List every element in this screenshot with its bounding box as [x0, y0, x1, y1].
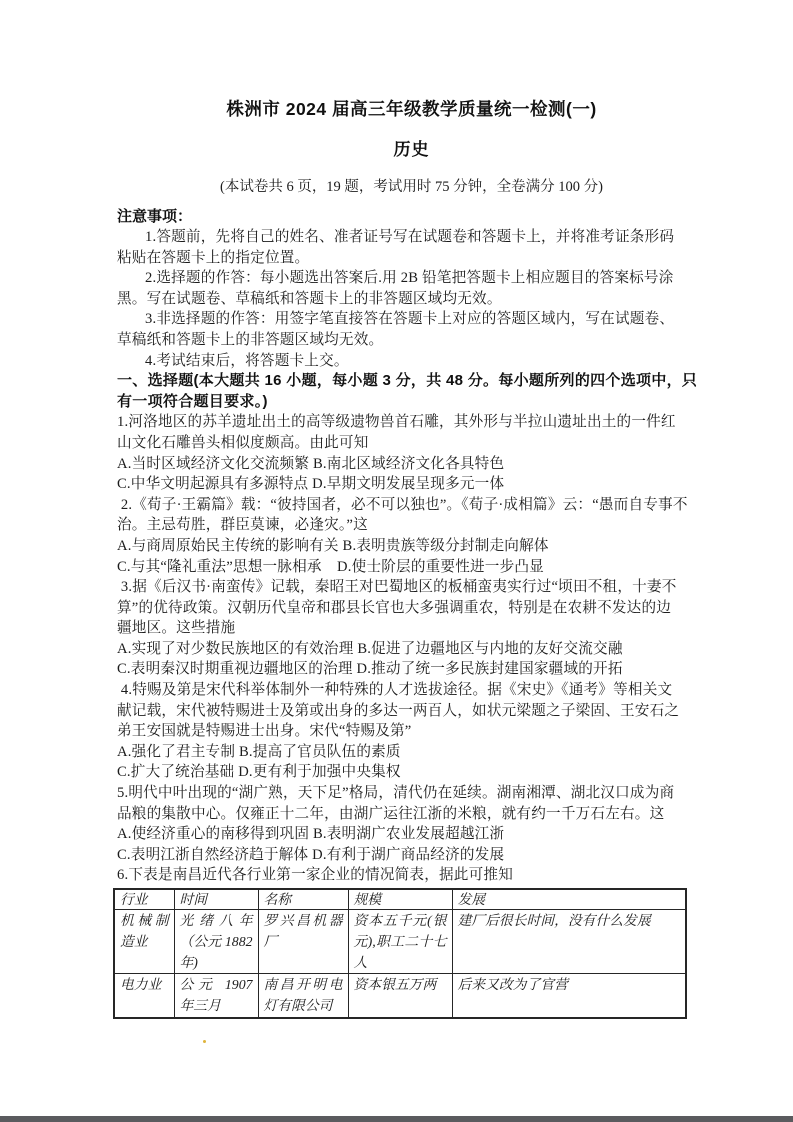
notice-line-2: 粘贴在答题卡上的指定位置。: [117, 249, 310, 266]
question-1-options-ab: A.当时区域经济文化交流频繁 B.南北区域经济文化各具特色: [117, 455, 505, 472]
question-4-line-3: 弟王安国就是特赐进士出身。宋代“特赐及第”: [117, 723, 412, 740]
table-cell-time: 公元 1907 年三月: [174, 974, 258, 1019]
table-cell-scale: 资本银五万两: [348, 974, 452, 1019]
table-cell-scale: 资本五千元(银元),职工二十七人: [348, 910, 452, 974]
table-cell-industry: 机械制造业: [114, 910, 174, 974]
notice-line-3: 2.选择题的作答：每小题选出答案后.用 2B 铅笔把答题卡上相应题目的答案标号涂: [145, 270, 674, 287]
question-1-line-2: 山文化石雕兽头相似度颇高。由此可知: [117, 434, 369, 451]
table-header-time: 时间: [174, 889, 258, 910]
question-6-line-1: 6.下表是南昌近代各行业第一家企业的情况简表，据此可推知: [117, 867, 513, 884]
notice-line-1: 1.答题前，先将自己的姓名、准者证号写在试题卷和答题卡上，并将准考证条形码: [145, 229, 675, 245]
exam-info: (本试卷共 6 页，19 题，考试用时 75 分钟，全卷满分 100 分): [219, 179, 604, 195]
table-row-electric: [114, 974, 686, 1019]
question-2-options-cd: C.与其“隆礼重法”思想一脉相承 D.使士阶层的重要性进一步凸显: [117, 558, 544, 575]
notice-line-7: 4.考试结束后，将答题卡上交。: [145, 352, 349, 369]
table-cell-name: 南昌开明电灯有限公司: [258, 974, 348, 1019]
notice-line-5: 3.非选择题的作答：用签字笔直接答在答题卡上对应的答题区域内，写在试题卷、: [145, 311, 675, 328]
question-1-line-1: 1.河洛地区的苏羊遗址出土的高等级遗物兽首石雕，其外形与半拉山遗址出土的一件红: [117, 414, 676, 431]
exam-document: [117, 96, 706, 1019]
table-cell-time: 光绪八年（公元 1882 年): [174, 910, 258, 974]
exam-title: 株洲市 2024 届高三年级教学质量统一检测(一): [226, 99, 597, 119]
question-3-line-1: 3.据《后汉书·南蛮传》记载，秦昭王对巴蜀地区的板桶蛮夷实行过“顷田不租，十妻不: [117, 579, 677, 596]
section-heading-line-1: 一、选择题(本大题共 16 小题，每小题 3 分，共 48 分。每小题所列的四个选项中，只: [117, 372, 698, 390]
question-2-options-ab: A.与商周原始民主传统的影响有关 B.表明贵族等级分封制走向解体: [117, 537, 549, 554]
notice-line-6: 草稿纸和答题卡上的非答题区域均无效。: [117, 331, 384, 348]
scan-bottom-edge: [0, 1116, 793, 1122]
question-4-options-ab: A.强化了君主专制 B.提高了官员队伍的素质: [117, 743, 401, 760]
question-3-line-2: 算”的优待政策。汉朝历代皇帝和郡县长官也大多强调重农，特别是在农耕不发达的边: [117, 599, 672, 616]
question-2-line-1: 2.《荀子·王霸篇》载：“彼持国者，必不可以独也”。《荀子·成相篇》云：“愚而自专事不: [117, 496, 688, 513]
table-cell-development: 建厂后很长时间，没有什么发展: [452, 910, 686, 974]
question-3-options-ab: A.实现了对少数民族地区的有效治理 B.促进了边疆地区与内地的友好交流交融: [117, 640, 623, 657]
table-header-row: [114, 889, 686, 910]
question-5-options-ab: A.使经济重心的南移得到巩固 B.表明湖广农业发展超越江浙: [117, 826, 505, 843]
section-heading-line-2: 有一项符合题目要求。): [117, 392, 268, 410]
question-5-line-2: 品粮的集散中心。仅雍正十二年，由湖广运往江浙的米粮，就有约一千万石左右。这: [117, 805, 665, 822]
scan-artifact-dot: [203, 1040, 206, 1043]
table-cell-development: 后来又改为了官营: [452, 974, 686, 1019]
table-header-name: 名称: [258, 889, 348, 910]
notice-heading: 注意事项：: [117, 208, 193, 225]
question-2-line-2: 治。主忌苟胜，群臣莫谏，必逢灾。”这: [117, 517, 368, 534]
table-header-scale: 规模: [348, 889, 452, 910]
question-3-options-cd: C.表明秦汉时期重视边疆地区的治理 D.推动了统一多民族封建国家疆域的开拓: [117, 661, 623, 678]
question-3-line-3: 疆地区。这些措施: [117, 620, 236, 637]
table-header-development: 发展: [452, 889, 686, 910]
table-cell-industry: 电力业: [114, 974, 174, 1019]
first-enterprises-table: [113, 888, 687, 1019]
question-5-line-1: 5.明代中叶出现的“湖广熟，天下足”格局，清代仍在延续。湖南湘潭、湖北汉口成为商: [117, 785, 675, 802]
question-4-line-1: 4.特赐及第是宋代科举体制外一种特殊的人才选拔途径。据《宋史》《通考》等相关文: [117, 682, 673, 699]
table-row-machinery: [114, 910, 686, 974]
table-header-industry: 行业: [114, 889, 174, 910]
question-4-line-2: 献记载，宋代被特赐进士及第或出身的多达一两百人，如状元梁题之子梁固、王安石之: [117, 702, 680, 719]
question-4-options-cd: C.扩大了统治基础 D.更有利于加强中央集权: [117, 764, 401, 781]
notice-line-4: 黑。写在试题卷、草稿纸和答题卡上的非答题区域均无效。: [117, 290, 502, 307]
question-1-options-cd: C.中华文明起源具有多源特点 D.早期文明发展呈现多元一体: [117, 476, 505, 493]
question-5-options-cd: C.表明江浙自然经济趋于解体 D.有利于湖广商品经济的发展: [117, 846, 505, 863]
table-cell-name: 罗兴昌机器厂: [258, 910, 348, 974]
subject-title: 历史: [393, 140, 430, 159]
